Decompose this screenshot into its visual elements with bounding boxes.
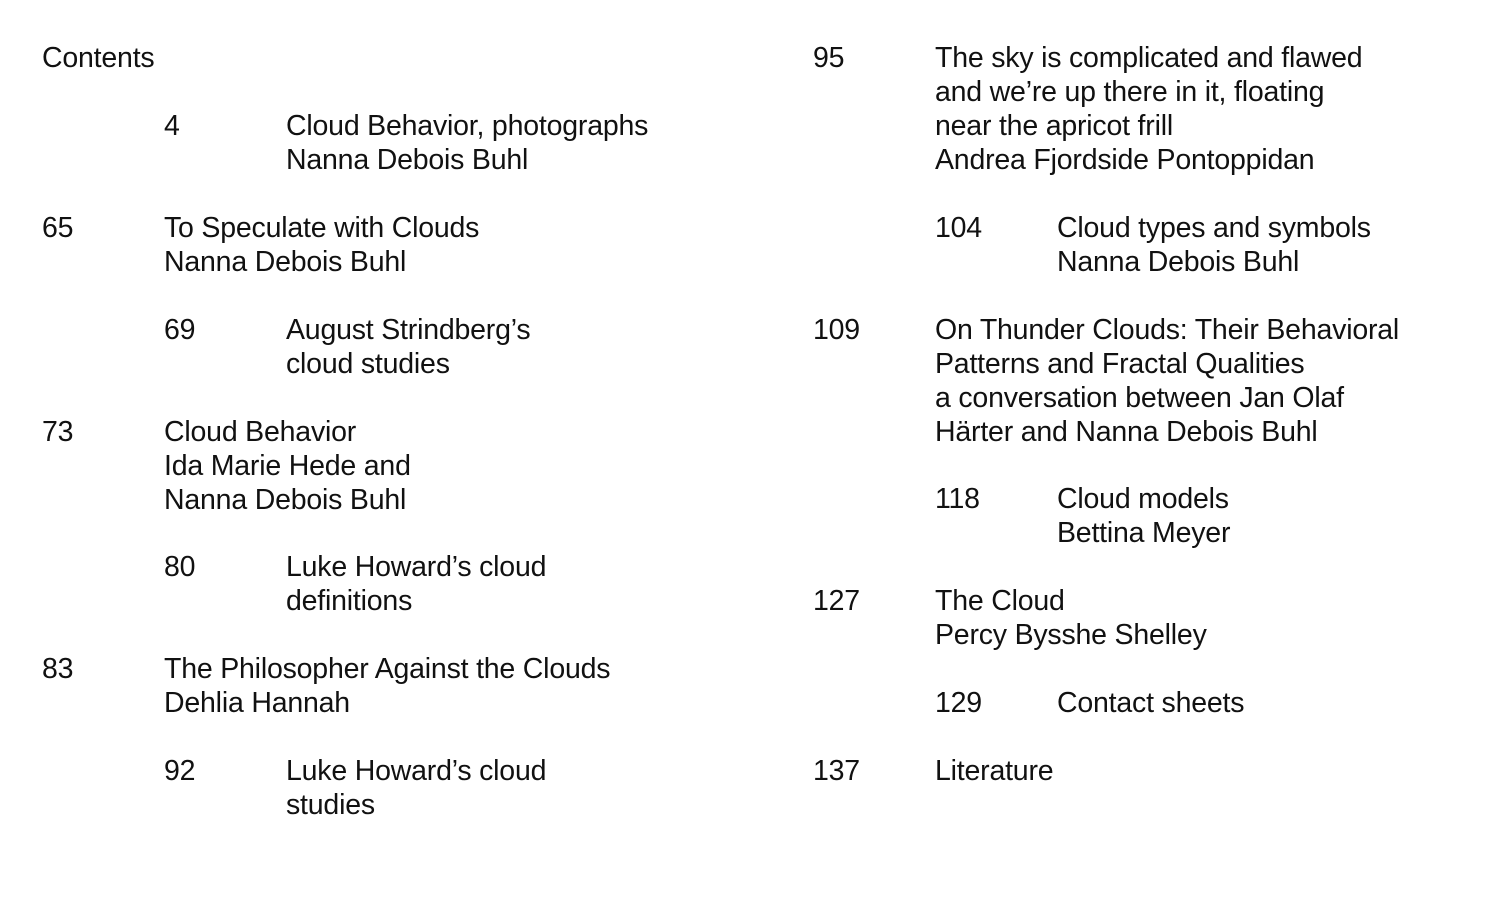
toc-entry-text bbox=[164, 652, 610, 720]
toc-author: a conversation between Jan Olaf bbox=[935, 382, 1344, 414]
toc-entry-text bbox=[286, 550, 546, 618]
toc-page-number: 109 bbox=[813, 314, 860, 346]
toc-entry-text bbox=[286, 313, 530, 381]
toc-author: Bettina Meyer bbox=[1057, 517, 1231, 549]
toc-entry-text bbox=[286, 754, 546, 822]
toc-author: Nanna Debois Buhl bbox=[1057, 246, 1300, 278]
toc-author-cont: Härter and Nanna Debois Buhl bbox=[935, 416, 1318, 448]
toc-author: Percy Bysshe Shelley bbox=[935, 619, 1207, 651]
toc-title-cont: studies bbox=[286, 789, 375, 821]
toc-entry-text bbox=[1057, 686, 1244, 720]
toc-title-cont: Patterns and Fractal Qualities bbox=[935, 348, 1305, 380]
toc-page-number: 129 bbox=[935, 687, 982, 719]
toc-title: Luke Howard’s cloud bbox=[286, 551, 547, 583]
toc-entry-text bbox=[164, 415, 411, 517]
toc-author: Andrea Fjordside Pontoppidan bbox=[935, 144, 1315, 176]
toc-author-cont: Nanna Debois Buhl bbox=[164, 484, 407, 516]
toc-title: Literature bbox=[935, 755, 1054, 787]
toc-title: Cloud Behavior, photographs bbox=[286, 110, 649, 142]
toc-title: The Philosopher Against the Clouds bbox=[164, 653, 611, 685]
toc-entry-text bbox=[1057, 482, 1230, 550]
toc-title: August Strindberg’s bbox=[286, 314, 531, 346]
contents-heading: Contents bbox=[42, 42, 155, 74]
toc-page-number: 73 bbox=[42, 416, 74, 448]
toc-title: Cloud types and symbols bbox=[1057, 212, 1371, 244]
toc-page-number: 80 bbox=[164, 551, 196, 583]
toc-entry-text bbox=[164, 211, 479, 279]
toc-author: Dehlia Hannah bbox=[164, 687, 350, 719]
toc-page-number: 69 bbox=[164, 314, 196, 346]
toc-author: Ida Marie Hede and bbox=[164, 450, 411, 482]
toc-entry-text bbox=[935, 754, 1053, 788]
toc-title: To Speculate with Clouds bbox=[164, 212, 480, 244]
toc-entry-text bbox=[1057, 211, 1371, 279]
toc-page-number: 83 bbox=[42, 653, 74, 685]
toc-page-number: 4 bbox=[164, 110, 180, 142]
toc-title: Luke Howard’s cloud bbox=[286, 755, 547, 787]
toc-entry-text bbox=[935, 313, 1399, 449]
toc-title: Contact sheets bbox=[1057, 687, 1245, 719]
toc-entry-text bbox=[935, 584, 1207, 652]
toc-title: The Cloud bbox=[935, 585, 1065, 617]
toc-page-number: 65 bbox=[42, 212, 74, 244]
toc-title-cont: cloud studies bbox=[286, 348, 450, 380]
toc-title: The sky is complicated and flawed bbox=[935, 42, 1363, 74]
toc-author: Nanna Debois Buhl bbox=[164, 246, 407, 278]
toc-entry-text bbox=[286, 109, 648, 177]
toc-title-cont: near the apricot frill bbox=[935, 110, 1173, 142]
toc-page-number: 137 bbox=[813, 755, 860, 787]
toc-title-cont: definitions bbox=[286, 585, 413, 617]
toc-author: Nanna Debois Buhl bbox=[286, 144, 529, 176]
toc-page-number: 95 bbox=[813, 42, 845, 74]
toc-page-number: 104 bbox=[935, 212, 982, 244]
toc-title: Cloud models bbox=[1057, 483, 1229, 515]
toc-title: On Thunder Clouds: Their Behavioral bbox=[935, 314, 1400, 346]
toc-entry-text bbox=[935, 41, 1362, 177]
toc-title-cont: and we’re up there in it, floating bbox=[935, 76, 1325, 108]
toc-page-number: 127 bbox=[813, 585, 860, 617]
toc-title: Cloud Behavior bbox=[164, 416, 357, 448]
toc-page-number: 92 bbox=[164, 755, 196, 787]
toc-page-number: 118 bbox=[935, 483, 980, 515]
